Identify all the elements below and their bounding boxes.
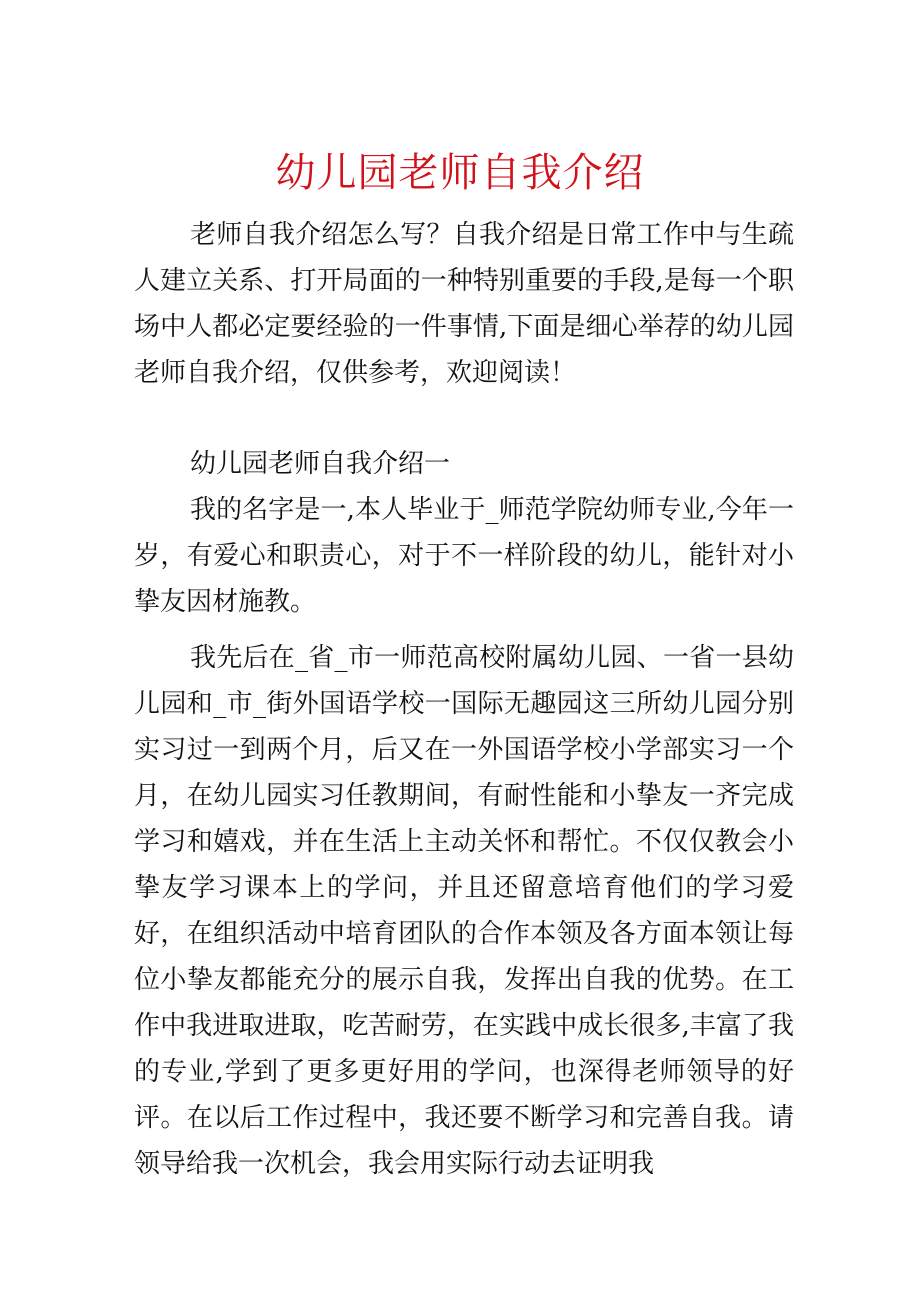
document-title: 幼儿园老师自我介绍: [275, 150, 645, 196]
document-body: [134, 212, 794, 1187]
section-heading: 幼儿园老师自我介绍一: [190, 449, 451, 479]
body-paragraph-1: 我的名字是一,本人毕业于_师范学院幼师专业,今年一岁，有爱心和职责心，对于不一样阶段的幼儿，能针对小挚友因材施教。: [134, 495, 794, 617]
intro-paragraph: 老师自我介绍怎么写？自我介绍是日常工作中与生疏人建立关系、打开局面的一种特别重要的手段,是每一个职场中人都必定要经验的一件事情,下面是细心举荐的幼儿园老师自我介绍，仅供参考，欢迎阅读！: [134, 220, 794, 388]
body-paragraph-2: 我先后在_省_市一师范高校附属幼儿园、一省一县幼儿园和_市_街外国语学校一国际无趣园这三所幼儿园分别实习过一到两个月，后又在一外国语学校小学部实习一个月，在幼儿园实习任教期间，有耐性能和小挚友一齐完成学习和嬉戏，并在生活上主动关怀和帮忙。不仅仅教会小挚友学习课本上的学问，并且还留意培育他们的学习爱好，在组织活动中培育团队的合作本领及各方面本领让每位小挚友都能充分的展示自我，发挥出自我的优势。在工作中我进取进取，吃苦耐劳，在实践中成长很多,丰富了我的专业,学到了更多更好用的学问，也深得老师领导的好评。在以后工作过程中，我还要不断学习和完善自我。请领导给我一次机会，我会用实际行动去证明我: [134, 643, 794, 1179]
